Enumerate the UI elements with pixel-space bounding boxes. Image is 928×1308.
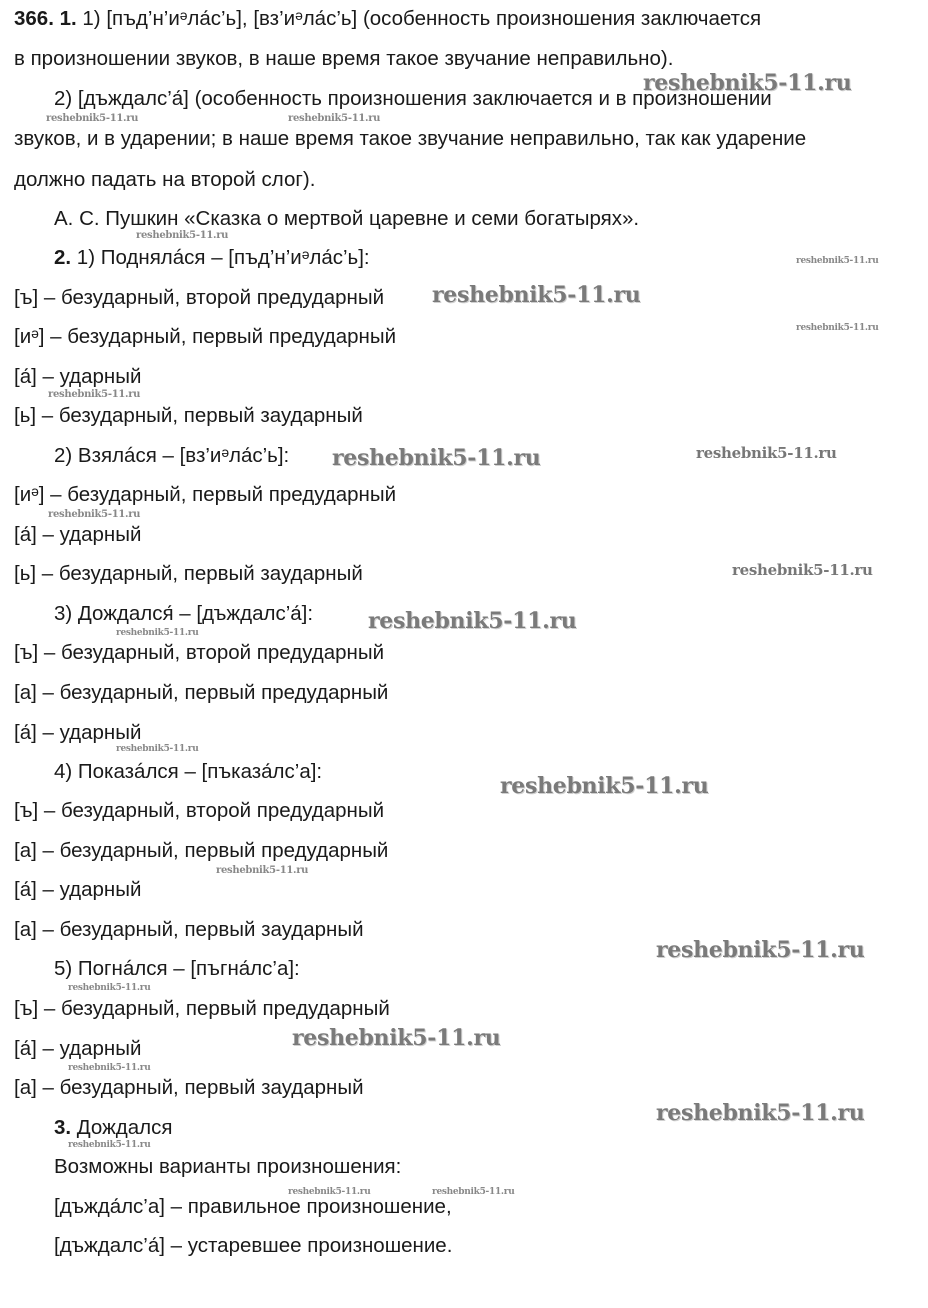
watermark: reshebnik5-11.ru (796, 256, 879, 266)
task-line: Возможны варианты произношения: (54, 1155, 402, 1178)
watermark: reshebnik5-11.ru (432, 1187, 515, 1197)
task-line: [ь] – безударный, первый заударный (14, 562, 363, 585)
watermark: reshebnik5-11.ru (48, 509, 141, 520)
watermark: reshebnik5-11.ru (136, 230, 229, 241)
task-line: [а́] – ударный (14, 365, 142, 388)
watermark: reshebnik5-11.ru (656, 937, 865, 963)
task-line: [ъ] – безударный, второй предударный (14, 799, 385, 822)
task-line: [а́] – ударный (14, 721, 142, 744)
task-line: 4) Показáлся – [пъказа́лс’а]: (54, 760, 323, 783)
task-line: [а] – безударный, первый заударный (14, 918, 364, 941)
line-text: Дождался (71, 1116, 173, 1139)
task-line: [а] – безударный, первый предударный (14, 839, 389, 862)
task-line: звуков, и в ударении; в наше время такое звучание неправильно, так как ударение (14, 127, 807, 150)
task-line: [дъжда́лс’а] – правильное произношение, (54, 1195, 452, 1218)
task-line (14, 6, 761, 32)
task-number: 2. (54, 246, 72, 269)
watermark: reshebnik5-11.ru (288, 113, 381, 124)
task-line: 3) Дождался́ – [дъждалс’а́]: (54, 602, 314, 625)
watermark: reshebnik5-11.ru (696, 444, 837, 462)
watermark: reshebnik5-11.ru (48, 389, 141, 400)
line-text: 1) [пъд’н’иᵊла́с’ь], [вз’иᵊла́с’ь] (особенность произношения заключается (76, 7, 762, 30)
task-line: [ъ] – безударный, первый предударный (14, 997, 390, 1020)
watermark: reshebnik5-11.ru (292, 1025, 501, 1051)
watermark: reshebnik5-11.ru (332, 445, 541, 471)
task-line: [а] – безударный, первый предударный (14, 681, 389, 704)
task-line: [дъждалс’а́] – устаревшее произношение. (54, 1234, 453, 1257)
watermark: reshebnik5-11.ru (368, 608, 577, 634)
watermark: reshebnik5-11.ru (116, 744, 199, 754)
watermark: reshebnik5-11.ru (656, 1100, 865, 1126)
task-line: [а́] – ударный (14, 1037, 142, 1060)
task-line: 2) [дъждалс’а́] (особенность произношения заключается и в произношении (54, 87, 772, 110)
task-line: [ъ] – безударный, второй предударный (14, 286, 385, 309)
watermark: reshebnik5-11.ru (68, 1063, 151, 1073)
task-line: в произношении звуков, в наше время такое звучание неправильно). (14, 47, 674, 70)
watermark: reshebnik5-11.ru (432, 282, 641, 308)
task-line: [ъ] – безударный, второй предударный (14, 641, 385, 664)
line-text: 1) Поднялáся – [пъд’н’иᵊла́с’ь]: (71, 246, 370, 269)
task-line: [иᵊ] – безударный, первый предударный (14, 483, 397, 506)
watermark: reshebnik5-11.ru (732, 561, 873, 579)
task-line: 5) Погнáлся – [пъгна́лс’а]: (54, 957, 300, 980)
task-line: [а] – безударный, первый заударный (14, 1076, 364, 1099)
task-line: А. С. Пушкин «Сказка о мертвой царевне и семи богатырях». (54, 207, 640, 230)
task-line: [ь] – безударный, первый заударный (14, 404, 363, 427)
task-line (54, 245, 370, 271)
task-line: [а́] – ударный (14, 523, 142, 546)
watermark: reshebnik5-11.ru (643, 70, 852, 96)
watermark: reshebnik5-11.ru (216, 865, 309, 876)
watermark: reshebnik5-11.ru (46, 113, 139, 124)
watermark: reshebnik5-11.ru (288, 1187, 371, 1197)
watermark: reshebnik5-11.ru (116, 628, 199, 638)
watermark: reshebnik5-11.ru (796, 323, 879, 333)
watermark: reshebnik5-11.ru (500, 773, 709, 799)
task-number: 366. 1. (14, 7, 77, 30)
task-line: должно падать на второй слог). (14, 168, 316, 191)
task-line (54, 1115, 172, 1141)
task-line: 2) Взялáся – [вз’иᵊла́с’ь]: (54, 444, 290, 467)
watermark: reshebnik5-11.ru (68, 1140, 151, 1150)
task-line: [а́] – ударный (14, 878, 142, 901)
task-line: [иᵊ] – безударный, первый предударный (14, 325, 397, 348)
task-number: 3. (54, 1116, 72, 1139)
watermark: reshebnik5-11.ru (68, 983, 151, 993)
